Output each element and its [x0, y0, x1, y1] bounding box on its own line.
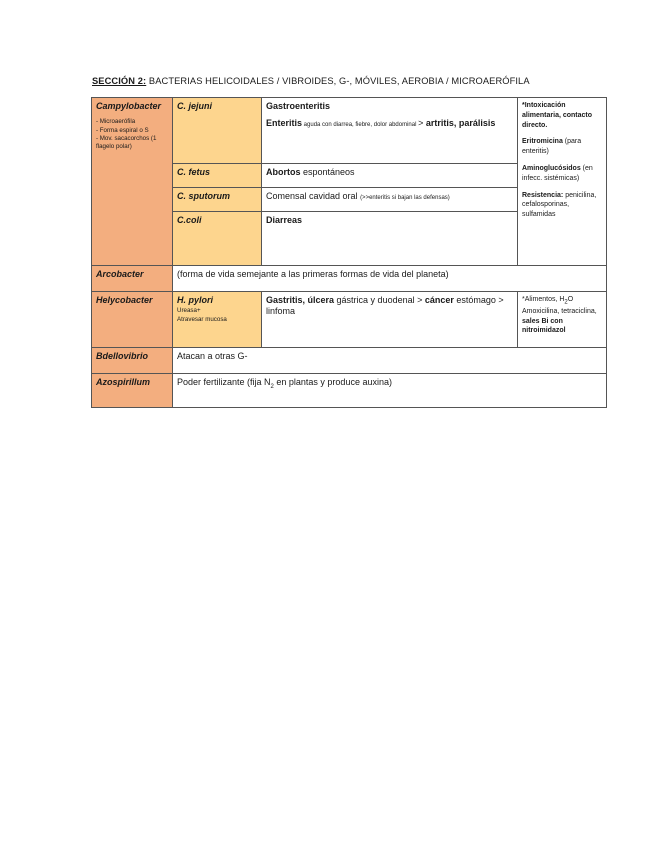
enteritis-detail: aguda con diarrea, fiebre, dolor abdominal [302, 122, 419, 129]
disease-bold: Gastritis, úlcera [266, 295, 335, 305]
genus-name: Campylobacter [96, 101, 162, 111]
description-sub: 2 [270, 383, 274, 390]
species-cell [173, 212, 262, 266]
note-drug: sales Bi con nitroimidazol [522, 317, 566, 335]
note-resistencia [522, 191, 602, 220]
disease-cell [262, 292, 518, 348]
note-text: Amoxicilina, tetraciclina, [522, 307, 597, 315]
species-cell [173, 98, 262, 164]
species-cell [173, 188, 262, 212]
species-cell [173, 292, 262, 348]
table-row [92, 374, 607, 408]
genus-cell [92, 98, 173, 266]
disease-bold: Abortos [266, 167, 301, 177]
note-treatment [522, 307, 602, 336]
disease-cell [262, 212, 518, 266]
note-sub: 2 [564, 299, 568, 306]
enteritis-arrow: > [418, 118, 426, 129]
genus-name: Azospirillum [96, 377, 151, 387]
genus-name: Bdellovibrio [96, 351, 149, 361]
note-transmission [522, 295, 602, 307]
notes-cell [518, 98, 607, 266]
trait-item: Ureasa+ [177, 307, 201, 315]
disease-gastro: Gastroenteritis [266, 101, 331, 111]
table-row [92, 266, 607, 292]
note-text: *Alimentos, H [522, 296, 565, 303]
description-cell [173, 348, 607, 374]
genus-name: Helycobacter [96, 295, 153, 305]
section-title: BACTERIAS HELICOIDALES / VIBROIDES, G-, MÓVILES, AEROBIA / MICROAERÓFILA [146, 76, 530, 86]
disease-text: Diarreas [266, 215, 303, 225]
notes-cell [518, 292, 607, 348]
species-traits [177, 307, 257, 324]
table-row [92, 292, 607, 348]
note-detail: (en infecc. sistémicas) [522, 164, 593, 182]
disease-text: espontáneos [300, 167, 355, 177]
description-text: en plantas y produce auxina) [273, 377, 392, 387]
note-text: O [567, 296, 574, 303]
genus-traits [96, 118, 168, 151]
table-row [92, 348, 607, 374]
table-row [92, 98, 607, 164]
species-name: H. pylori [177, 295, 214, 305]
trait-item: - Microaerófila [96, 118, 136, 126]
note-drug: Aminoglucósidos [522, 164, 581, 172]
description-text: Poder fertilizante (fija N [177, 377, 271, 387]
description-cell [173, 374, 607, 408]
disease-cell [262, 98, 518, 164]
bacteria-table [91, 97, 607, 408]
disease-text: estómago > linfoma [266, 295, 504, 317]
disease-text: Comensal cavidad oral [266, 191, 361, 201]
note-intoxicacion: *Intoxicación alimentaria, contacto directo. [522, 102, 593, 129]
enteritis-complication: artritis, parálisis [425, 118, 496, 129]
species-name: C. sputorum [177, 191, 230, 201]
species-cell [173, 164, 262, 188]
trait-item: Atravesar mucosa [177, 315, 227, 323]
genus-cell [92, 266, 173, 292]
genus-cell [92, 348, 173, 374]
species-name: C.coli [177, 215, 202, 225]
note-aminoglucosidos [522, 164, 602, 184]
enteritis-label: Enteritis [266, 118, 303, 129]
disease-enteritis [266, 118, 513, 130]
section-number: SECCIÓN 2: [92, 76, 147, 86]
species-name: C. jejuni [177, 101, 213, 111]
genus-cell [92, 374, 173, 408]
genus-name: Arcobacter [96, 269, 144, 279]
genus-cell [92, 292, 173, 348]
trait-item: - Forma espiral o S [96, 126, 149, 134]
note-label: Resistencia: [522, 191, 564, 199]
disease-bold: cáncer [424, 295, 454, 305]
note-drug: Eritromicina [522, 138, 563, 146]
note-detail: (para enteritis) [522, 138, 582, 156]
species-name: C. fetus [177, 167, 211, 177]
trait-item: - Mov. sacacorchos (1 flagelo polar) [96, 134, 157, 151]
disease-cell [262, 164, 518, 188]
section-heading [92, 76, 530, 86]
description-text: Atacan a otras G- [177, 351, 248, 361]
note-detail: penicilina, cefalosporinas, sulfamidas [522, 191, 597, 219]
disease-cell [262, 188, 518, 212]
description-cell [173, 266, 607, 292]
description-text: (forma de vida semejante a las primeras formas de vida del planeta) [177, 269, 449, 279]
note-eritromicina [522, 137, 602, 157]
disease-text: gástrica y duodenal > [334, 295, 425, 305]
disease-detail: (>>enteritis si bajan las defensas) [360, 195, 450, 201]
